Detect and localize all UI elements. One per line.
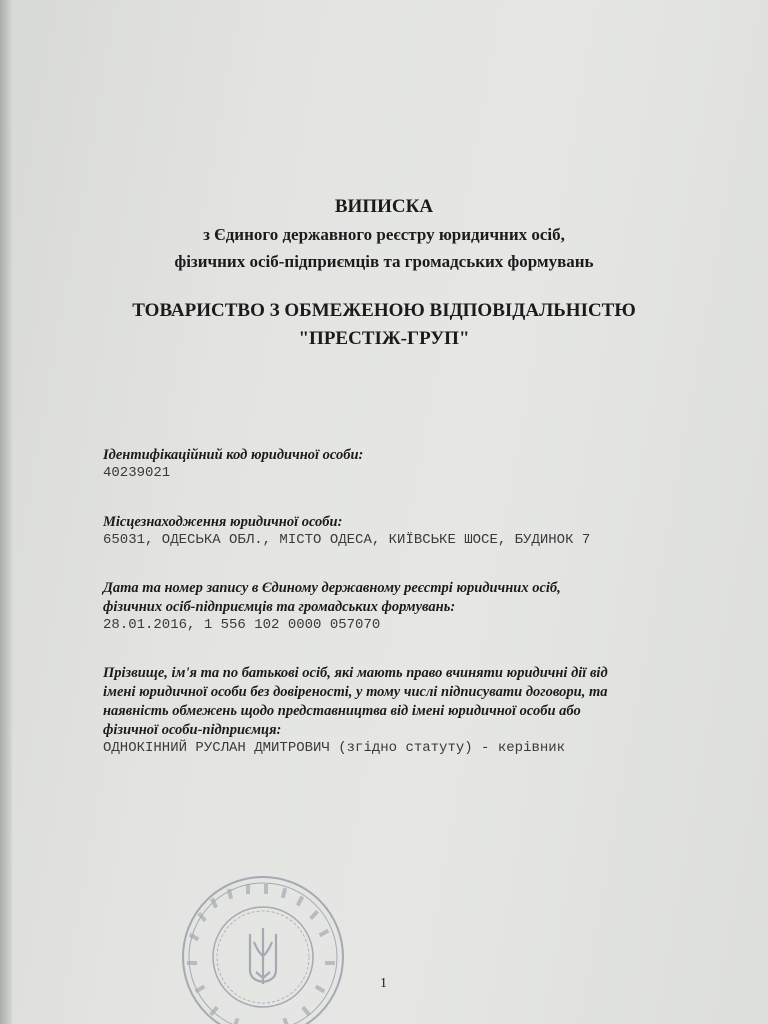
representatives-value: ОДНОКІННИЙ РУСЛАН ДМИТРОВИЧ (згідно статуту) - керівник	[103, 740, 566, 756]
id-code-label: Ідентифікаційний код юридичної особи:	[103, 447, 364, 463]
registration-value: 28.01.2016, 1 556 102 0000 057070	[103, 617, 381, 633]
representatives-label-line3: наявність обмежень щодо представництва від імені юридичної особи або	[103, 703, 581, 719]
representatives-label-line1: Прізвище, ім'я та по батькові осіб, які мають право вчиняти юридичні дії від	[103, 665, 608, 681]
id-code-value: 40239021	[103, 465, 171, 481]
company-name-line2: "ПРЕСТІЖ-ГРУП"	[298, 328, 470, 349]
document-title: ВИПИСКА	[334, 196, 434, 217]
location-label: Місцезнаходження юридичної особи:	[103, 514, 343, 530]
representatives-label-line4: фізичної особи-підприємця:	[103, 722, 282, 738]
company-name-line1: ТОВАРИСТВО З ОБМЕЖЕНОЮ ВІДПОВІДАЛЬНІСТЮ	[132, 300, 636, 321]
page-number: 1	[380, 976, 387, 991]
registration-label-line2: фізичних осіб-підприємців та громадських формувань:	[103, 599, 456, 615]
representatives-label-line2: імені юридичної особи без довіреності, у тому числі підписувати договори, та	[103, 684, 608, 700]
document-subtitle-line1: з Єдиного державного реєстру юридичних осіб,	[203, 225, 565, 244]
document-subtitle-line2: фізичних осіб-підприємців та громадських формувань	[174, 252, 594, 271]
location-value: 65031, ОДЕСЬКА ОБЛ., МІСТО ОДЕСА, КИЇВСЬКЕ ШОСЕ, БУДИНОК 7	[103, 532, 591, 548]
registration-label-line1: Дата та номер запису в Єдиному державному реєстрі юридичних осіб,	[103, 580, 561, 596]
official-seal-trident-icon	[178, 872, 348, 1024]
